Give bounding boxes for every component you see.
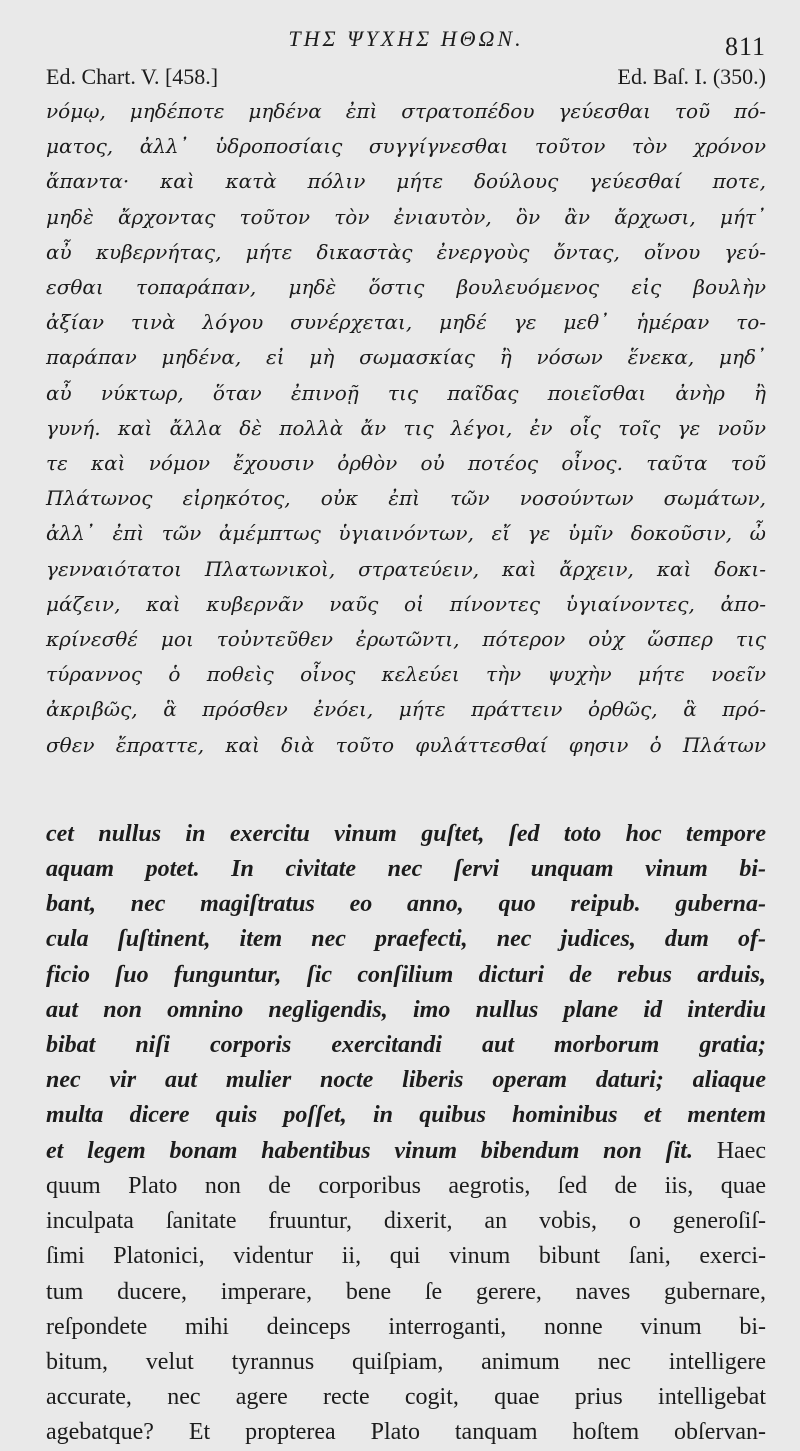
greek-line: τε καὶ νόμον ἔχουσιν ὀρθὸν οὐ ποτέος οἶνος. ταῦτα τοῦ <box>46 451 766 476</box>
latin-italic-text <box>46 817 766 1169</box>
running-title: ΤΗΣ ΨΥΧΗΣ ΗΘΩΝ. <box>288 26 524 51</box>
running-head <box>46 0 766 61</box>
latin-line: bitum, velut tyrannus quiſpiam, animum nec intelligere <box>46 1348 766 1375</box>
latin-line: aut non omnino negligendis, imo nullus plane id interdiu <box>46 996 766 1023</box>
latin-line: aquam potet. In civitate nec ſervi unquam vinum bi- <box>46 856 766 883</box>
greek-line: αὖ νύκτωρ, ὅταν ἐπινοῇ τις παῖδας ποιεῖσθαι ἀνὴρ ἢ <box>46 380 766 405</box>
greek-line: μηδὲ ἄρχοντας τοῦτον τὸν ἐνιαυτὸν, ὃν ἂν ἄρχωσι, μήτ᾽ <box>46 204 766 229</box>
greek-line: γυνή. καὶ ἄλλα δὲ πολλὰ ἄν τις λέγοι, ἐν οἷς τοῖς γε νοῦν <box>46 415 766 440</box>
greek-line: τύραννος ὁ ποθεὶς οἶνος κελεύει τὴν ψυχὴν μήτε νοεῖν <box>46 662 766 687</box>
edition-left: Ed. Chart. V. [458.] <box>46 64 219 89</box>
latin-roman-text <box>46 1169 766 1451</box>
latin-line: multa dicere quis poſſet, in quibus hominibus et mentem <box>46 1102 766 1129</box>
greek-line: ἀλλ᾽ ἐπὶ τῶν ἀμέμπτως ὑγιαινόντων, εἴ γε ὑμῖν δοκοῦσιν, ὦ <box>46 521 766 546</box>
greek-line: Πλάτωνος εἰρηκότος, οὐκ ἐπὶ τῶν νοσούντων σωμάτων, <box>46 486 766 511</box>
latin-mixed-line <box>46 1134 766 1169</box>
greek-line: γενναιότατοι Πλατωνικοὶ, στρατεύειν, καὶ ἄρχειν, καὶ δοκι- <box>46 556 766 581</box>
edition-right: Ed. Baſ. I. (350.) <box>617 64 766 89</box>
page-number: 811 <box>724 32 766 61</box>
latin-line: inculpata ſanitate fruuntur, dixerit, an vobis, o generoſiſ- <box>46 1208 766 1235</box>
greek-line: σθεν ἔπραττε, καὶ διὰ τοῦτο φυλάττεσθαί φησιν ὁ Πλάτων <box>46 732 766 757</box>
latin-mixed-roman: Haec <box>716 1137 766 1164</box>
greek-line: ματος, ἀλλ᾽ ὑδροποσίαις συγγίγνεσθαι τοῦτον τὸν χρόνον <box>46 134 766 159</box>
greek-line: μάζειν, καὶ κυβερνᾶν ναῦς οἱ πίνοντες ὑγιαίνοντες, ἀπο- <box>46 591 766 616</box>
greek-line: νόμῳ, μηδέποτε μηδένα ἐπὶ στρατοπέδου γεύεσθαι τοῦ πό- <box>46 99 766 123</box>
greek-line: αὖ κυβερνήτας, μήτε δικαστὰς ἐνεργοὺς ὄντας, οἴνου γεύ- <box>46 239 766 264</box>
greek-line: παράπαν μηδένα, εἰ μὴ σωμασκίας ἢ νόσων ἕνεκα, μηδ᾽ <box>46 345 766 370</box>
latin-line: ficio ſuo funguntur, ſic conſilium dicturi de rebus arduis, <box>46 961 766 988</box>
greek-text <box>46 94 766 763</box>
latin-line: bibat niſi corporis exercitandi aut morborum gratia; <box>46 1032 766 1059</box>
latin-line: accurate, nec agere recte cogit, quae prius intelligebat <box>46 1384 766 1411</box>
latin-line: ſimi Platonici, videntur ii, qui vinum bibunt ſani, exerci- <box>46 1243 766 1270</box>
latin-line: cula ſuſtinent, item nec praefecti, nec judices, dum of- <box>46 926 766 953</box>
greek-line: εσθαι τοπαράπαν, μηδὲ ὅστις βουλευόμενος εἰς βουλὴν <box>46 275 766 300</box>
column-gap <box>46 763 766 817</box>
latin-line: cet nullus in exercitu vinum guſtet, ſed toto hoc tempore <box>46 820 766 847</box>
latin-mixed-italic: et legem bonam habentibus vinum bibendum non ſit. <box>46 1137 693 1164</box>
edition-line <box>46 56 766 90</box>
latin-line: reſpondete mihi deinceps interroganti, nonne vinum bi- <box>46 1313 766 1340</box>
greek-line: κρίνεσθέ μοι τοὐντεῦθεν ἐρωτῶντι, πότερον οὐχ ὥσπερ τις <box>46 627 766 652</box>
greek-line: ἅπαντα· καὶ κατὰ πόλιν μήτε δούλους γεύεσθαί ποτε, <box>46 169 766 194</box>
latin-line: agebatque? Et propterea Plato tanquam hoſtem obſervan- <box>46 1419 766 1446</box>
latin-line: quum Plato non de corporibus aegrotis, ſed de iis, quae <box>46 1172 766 1199</box>
greek-line: ἀξίαν τινὰ λόγου συνέρχεται, μηδέ γε μεθ᾽ ἡμέραν το- <box>46 310 766 335</box>
latin-line: nec vir aut mulier nocte liberis operam daturi; aliaque <box>46 1067 766 1094</box>
latin-line: bant, nec magiſtratus eo anno, quo reipub. guberna- <box>46 891 766 918</box>
latin-line: tum ducere, imperare, bene ſe gerere, naves gubernare, <box>46 1278 766 1305</box>
greek-line: ἀκριβῶς, ἃ πρόσθεν ἐνόει, μήτε πράττειν ὀρθῶς, ἃ πρό- <box>46 697 766 722</box>
